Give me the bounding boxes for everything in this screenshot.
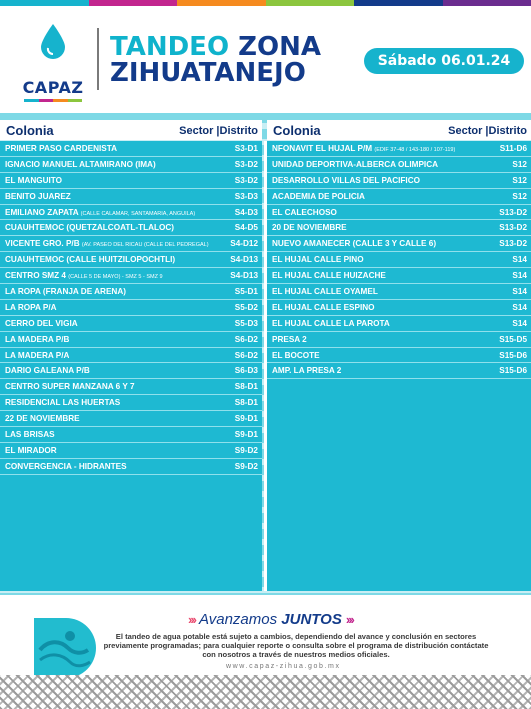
- colonia-name: CENTRO SUPER MANZANA 6 Y 7: [5, 382, 135, 392]
- colonia-name: EL MIRADOR: [5, 445, 57, 455]
- table-row: [0, 284, 262, 300]
- sector-code: S14: [512, 287, 527, 297]
- colonia-name: NFONAVIT EL HUJAL P/M (EDIF 37-48 / 143-180 / 107-119): [272, 144, 456, 153]
- right-col-colonia: Colonia: [273, 123, 321, 138]
- sector-code: S12: [512, 175, 527, 185]
- header: [0, 14, 531, 106]
- table-row: [0, 459, 262, 475]
- table-row: [267, 157, 531, 173]
- sector-code: S13-D2: [499, 239, 527, 249]
- colonia-name: BENITO JUAREZ: [5, 191, 71, 201]
- sector-code: S14: [512, 302, 527, 312]
- table-row: [267, 141, 531, 157]
- colonia-note: (CALLE CALAMAR, SANTAMARIA, ANGUILA): [80, 210, 196, 217]
- table-row: [0, 395, 262, 411]
- sector-code: S4-D3: [234, 207, 258, 217]
- sector-code: S9-D1: [234, 430, 258, 440]
- sector-code: S5-D2: [234, 302, 258, 312]
- table-row: [0, 443, 262, 459]
- date-badge: Sábado 06.01.24: [364, 48, 524, 74]
- colonia-name: PRIMER PASO CARDENISTA: [5, 144, 118, 153]
- colonia-name: CERRO DEL VIGIA: [5, 318, 78, 328]
- slogan-chevrons-right-icon: ›››: [345, 612, 353, 627]
- table-row: [267, 252, 531, 268]
- sector-code: S5-D3: [234, 318, 258, 328]
- left-table-header: [0, 120, 262, 140]
- table-row: [0, 220, 262, 236]
- sector-code: S12: [512, 159, 527, 169]
- table-row: [267, 348, 531, 364]
- colonia-name: EL HUJAL CALLE HUIZACHE: [272, 271, 386, 281]
- sector-code: S13-D2: [499, 207, 527, 217]
- table-row: [267, 189, 531, 205]
- website-text: www.capaz-zihua.gob.mx: [226, 663, 341, 670]
- sector-code: S6-D2: [234, 350, 258, 360]
- stripe-navy: [354, 0, 443, 6]
- capaz-logo: [14, 24, 92, 104]
- table-row: [267, 316, 531, 332]
- sector-code: S15-D6: [499, 350, 527, 360]
- right-table: [267, 141, 531, 591]
- sector-code: S8-D1: [234, 398, 258, 408]
- colonia-name: EL BOCOTE: [272, 350, 320, 360]
- table-row: [0, 268, 262, 284]
- table-row: [267, 173, 531, 189]
- sector-code: S3-D3: [234, 191, 258, 201]
- colonia-name: CUAUHTEMOC (CALLE HUITZILOPOCHTLI): [5, 255, 176, 265]
- footer: [0, 595, 531, 709]
- table-row: [0, 316, 262, 332]
- colonia-note: (CALLE 5 DE MAYO) - SMZ 5 - SMZ 9: [68, 274, 163, 281]
- logo-bar-magenta: [39, 99, 54, 102]
- stripe-orange: [177, 0, 266, 6]
- sector-code: S9-D2: [234, 461, 258, 471]
- sector-code: S11-D6: [499, 144, 527, 153]
- colonia-name: EL MANGUITO: [5, 175, 63, 185]
- sector-code: S9-D2: [234, 445, 258, 455]
- brand-color-stripe: [0, 0, 531, 6]
- decorative-pattern: [0, 675, 531, 709]
- water-drop-icon: [41, 24, 65, 60]
- colonia-name: LA MADERA P/B: [5, 334, 70, 344]
- logo-bar-green: [68, 99, 83, 102]
- colonia-name: CONVERGENCIA - HIDRANTES: [5, 461, 127, 471]
- sector-code: S14: [512, 271, 527, 281]
- table-row: [267, 205, 531, 221]
- colonia-name: ACADEMIA DE POLICIA: [272, 191, 365, 201]
- sector-code: S9-D1: [234, 414, 258, 424]
- slogan-chevrons-icon: ›››: [188, 612, 195, 627]
- table-row: [0, 173, 262, 189]
- slogan-avanzamos: Avanzamos: [199, 611, 278, 628]
- table-row: [0, 363, 262, 379]
- sector-code: S3-D1: [234, 144, 258, 153]
- sector-code: S12: [512, 191, 527, 201]
- colonia-name: NUEVO AMANECER (CALLE 3 Y CALLE 6): [272, 239, 437, 249]
- sector-code: S6-D2: [234, 334, 258, 344]
- table-row: [0, 300, 262, 316]
- right-col-sector: Sector |Distrito: [448, 125, 527, 137]
- sector-code: S14: [512, 255, 527, 265]
- sector-code: S15-D6: [499, 366, 527, 376]
- colonia-name: AMP. LA PRESA 2: [272, 366, 342, 376]
- stripe-cyan: [0, 0, 89, 6]
- colonia-name: RESIDENCIAL LAS HUERTAS: [5, 398, 121, 408]
- sector-code: S8-D1: [234, 382, 258, 392]
- colonia-name: 20 DE NOVIEMBRE: [272, 223, 347, 233]
- colonia-name: LA MADERA P/A: [5, 350, 70, 360]
- logo-bar-cyan: [24, 99, 39, 102]
- table-row: [0, 332, 262, 348]
- colonia-name: 22 DE NOVIEMBRE: [5, 414, 80, 424]
- table-row: [267, 268, 531, 284]
- table-row: [267, 220, 531, 236]
- colonia-name: DESARROLLO VILLAS DEL PACIFICO: [272, 175, 420, 185]
- disclaimer-text: El tandeo de agua potable está sujeto a cambios, dependiendo del avance y conclusión en sectores previamente programadas; para cualquier reporte o consulta sobre el programa de distribución contáctate con nosotros a través de nuestros medios oficiales.: [103, 632, 489, 659]
- colonia-note: (EDIF 37-48 / 143-180 / 107-119): [374, 147, 456, 153]
- table-row: [0, 157, 262, 173]
- sector-code: S4-D13: [230, 255, 258, 265]
- colonia-name: EL HUJAL CALLE OYAMEL: [272, 287, 378, 297]
- title-tandeo: TANDEO: [110, 32, 230, 62]
- table-row: [0, 411, 262, 427]
- stripe-purple: [443, 0, 531, 6]
- header-divider: [97, 28, 99, 90]
- title-zona: ZONA: [238, 32, 321, 62]
- left-table: [0, 141, 262, 591]
- colonia-name: PRESA 2: [272, 334, 307, 344]
- sector-code: S4-D5: [234, 223, 258, 233]
- table-row: [0, 379, 262, 395]
- colonia-name: VICENTE GRO. P/B (AV. PASEO DEL RICAU (CALLE DEL PEDREGAL): [5, 239, 209, 249]
- logo-color-bars: [24, 99, 82, 102]
- table-row: [0, 348, 262, 364]
- colonia-name: EL HUJAL CALLE ESPINO: [272, 302, 375, 312]
- sector-code: S3-D2: [234, 175, 258, 185]
- slogan-juntos: JUNTOS: [281, 611, 342, 628]
- page-title: [110, 34, 321, 86]
- slogan: [188, 611, 418, 628]
- colonia-name: CENTRO SMZ 4 (CALLE 5 DE MAYO) - SMZ 5 - SMZ 9: [5, 271, 163, 281]
- sector-code: S5-D1: [234, 287, 258, 297]
- left-col-colonia: Colonia: [6, 123, 54, 138]
- colonia-name: LA ROPA P/A: [5, 302, 57, 312]
- sector-code: S15-D5: [499, 334, 527, 344]
- colonia-name: EMILIANO ZAPATA (CALLE CALAMAR, SANTAMARIA, ANGUILA): [5, 207, 196, 217]
- colonia-name: LA ROPA (FRANJA DE ARENA): [5, 287, 126, 297]
- right-table-header: [267, 120, 531, 140]
- colonia-name: EL HUJAL CALLE PINO: [272, 255, 364, 265]
- stripe-green: [266, 0, 355, 6]
- colonia-name: LAS BRISAS: [5, 430, 55, 440]
- colonia-name: CUAUHTEMOC (QUETZALCOATL-TLALOC): [5, 223, 175, 233]
- table-row: [267, 236, 531, 252]
- table-row: [0, 189, 262, 205]
- table-row: [0, 236, 262, 252]
- sector-code: S13-D2: [499, 223, 527, 233]
- table-row: [0, 252, 262, 268]
- logo-bar-orange: [53, 99, 68, 102]
- sector-code: S4-D12: [230, 239, 258, 249]
- colonia-name: DARIO GALEANA P/B: [5, 366, 90, 376]
- sector-code: S14: [512, 318, 527, 328]
- title-zihuatanejo: ZIHUATANEJO: [110, 58, 306, 88]
- table-row: [267, 284, 531, 300]
- stripe-magenta: [89, 0, 178, 6]
- colonia-note: (AV. PASEO DEL RICAU (CALLE DEL PEDREGAL): [81, 242, 209, 249]
- left-col-sector: Sector |Distrito: [179, 125, 258, 137]
- colonia-name: IGNACIO MANUEL ALTAMIRANO (IMA): [5, 159, 156, 169]
- table-row: [0, 427, 262, 443]
- colonia-name: UNIDAD DEPORTIVA-ALBERCA OLIMPICA: [272, 159, 439, 169]
- table-row: [267, 363, 531, 379]
- logo-text: CAPAZ: [22, 78, 84, 97]
- sector-code: S4-D13: [230, 271, 258, 281]
- table-row: [0, 205, 262, 221]
- colonia-name: EL CALECHOSO: [272, 207, 337, 217]
- sector-code: S3-D2: [234, 159, 258, 169]
- colonia-name: EL HUJAL CALLE LA PAROTA: [272, 318, 390, 328]
- sector-code: S6-D3: [234, 366, 258, 376]
- table-row: [267, 300, 531, 316]
- table-row: [267, 332, 531, 348]
- table-row: [0, 141, 262, 157]
